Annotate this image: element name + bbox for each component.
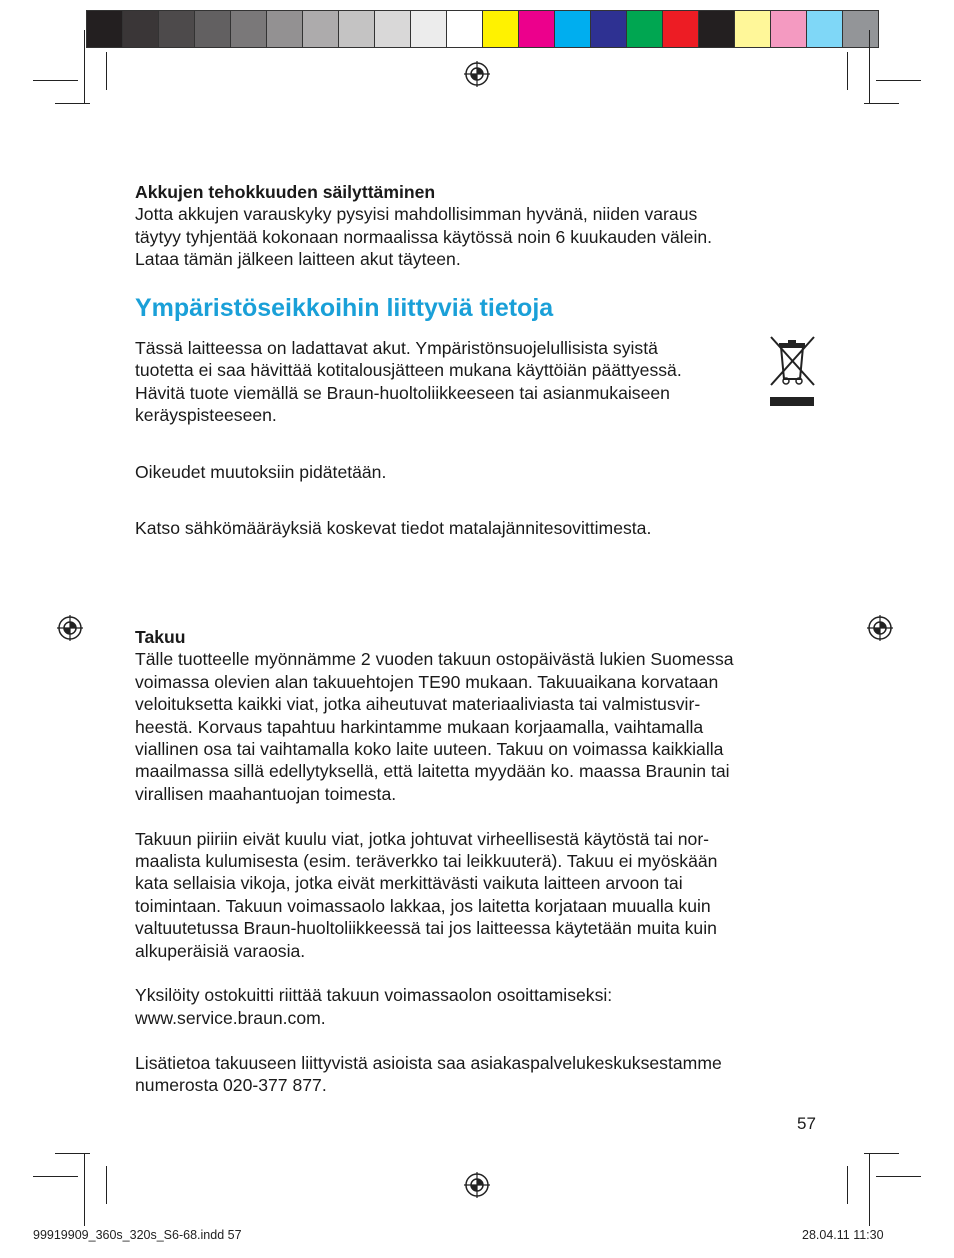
text-line: www.service.braun.com. [135, 1007, 326, 1028]
color-swatch [303, 11, 339, 47]
color-swatch [483, 11, 519, 47]
color-swatch [699, 11, 735, 47]
text-line: veloituksetta kaikki viat, jotka aiheutuvat materiaaliviasta tai valmistusvir- [135, 694, 701, 715]
text-line: maalista kulumisesta (esim. teräverkko tai leikkuuterä). Takuu ei myöskään [135, 851, 718, 872]
crop-mark [106, 52, 107, 90]
text-line: kata sellaisia vikoja, jotka eivät merkittävästi vaikuta laitteen arvoon tai [135, 873, 683, 894]
text-line: Tälle tuotteelle myönnämme 2 vuoden takuun ostopäivästä lukien Suomessa [135, 649, 734, 670]
color-swatch [807, 11, 843, 47]
color-swatch [591, 11, 627, 47]
section-heading: Akkujen tehokkuuden säilyttäminen [135, 182, 436, 202]
text-line: keräyspisteeseen. [135, 405, 277, 426]
text-line: Lataa tämän jälkeen laitteen akut täyteen. [135, 249, 461, 270]
color-swatch [843, 11, 878, 47]
warranty-section [135, 626, 825, 1096]
text-line: Takuun piiriin eivät kuulu viat, jotka johtuvat virheellisestä käytöstä tai nor- [135, 828, 710, 849]
crop-mark [876, 80, 921, 81]
registration-mark-icon [867, 615, 893, 641]
text-line: Yksilöity ostokuitti riittää takuun voimassaolon osoittamiseksi: [135, 985, 613, 1006]
registration-mark-icon [57, 615, 83, 641]
crop-mark [869, 1153, 870, 1226]
environment-heading: Ympäristöseikkoihin liittyviä tietoja [135, 294, 554, 322]
crop-mark [55, 103, 90, 104]
color-swatch [159, 11, 195, 47]
registration-mark-icon [464, 1172, 490, 1198]
footer-filename: 99919909_360s_320s_S6-68.indd 57 [33, 1228, 242, 1242]
color-swatch [123, 11, 159, 47]
text-line: tuotetta ei saa hävittää kotitalousjätteen mukana käyttöiän päättyessä. [135, 360, 682, 381]
color-swatch [411, 11, 447, 47]
text-line: numerosta 020-377 877. [135, 1075, 327, 1096]
color-swatch [771, 11, 807, 47]
color-swatch [735, 11, 771, 47]
crop-mark [847, 52, 848, 90]
text-line: Oikeudet muutoksiin pidätetään. [135, 462, 387, 482]
text-line: täytyy tyhjentää kokonaan normaalissa käytössä noin 6 kuukauden välein. [135, 226, 713, 247]
color-calibration-bar [482, 10, 879, 48]
color-swatch [267, 11, 303, 47]
electrical-notice [135, 517, 825, 539]
crop-mark [84, 1153, 85, 1226]
text-line: Katso sähkömääräyksiä koskevat tiedot matalajännitesovittimesta. [135, 518, 652, 538]
text-line: valtuutetussa Braun-huoltoliikkeessä tai jos laitteessa käytetään muita kuin [135, 918, 717, 939]
text-line: maailmassa sillä edellytyksellä, että laitetta myydään ko. maassa Braunin tai [135, 761, 730, 782]
color-swatch [519, 11, 555, 47]
text-line: Jotta akkujen varauskyky pysyisi mahdollisimman hyvänä, niiden varaus [135, 204, 698, 225]
environment-section [135, 337, 765, 427]
page-number: 57 [797, 1114, 816, 1133]
crop-mark [84, 30, 85, 103]
color-swatch [555, 11, 591, 47]
text-line: Lisätietoa takuuseen liittyvistä asioista saa asiakaspalvelukeskuksestamme [135, 1052, 722, 1073]
text-line: virallisen maahantuojan toimesta. [135, 783, 397, 804]
crop-mark [847, 1166, 848, 1204]
text-line: heestä. Korvaus tapahtuu harkintamme mukaan korjaamalla, vaihtamalla [135, 716, 704, 737]
text-line: voimassa olevien alan takuuehtojen TE90 mukaan. Takuuaikana korvataan [135, 671, 719, 692]
text-line: viallinen osa tai vaihtamalla koko laite uuteen. Takuu on voimassa kaikkialla [135, 739, 724, 760]
registration-mark-icon [464, 61, 490, 87]
text-line: Tässä laitteessa on ladattavat akut. Ympäristönsuojelullisista syistä [135, 338, 658, 358]
section-heading: Takuu [135, 627, 186, 647]
color-swatch [375, 11, 411, 47]
rights-notice [135, 461, 825, 483]
text-line: Hävitä tuote viemällä se Braun-huoltoliikkeeseen tai asianmukaiseen [135, 382, 670, 403]
gray-calibration-bar [86, 10, 483, 48]
color-swatch [339, 11, 375, 47]
crop-mark [869, 30, 870, 103]
color-swatch [627, 11, 663, 47]
color-swatch [663, 11, 699, 47]
text-line: toimintaan. Takuun voimassaolo lakkaa, jos laitetta korjataan muualla kuin [135, 895, 711, 916]
paragraph-gap [135, 1029, 825, 1051]
color-swatch [195, 11, 231, 47]
text-line: alkuperäisiä varaosia. [135, 940, 306, 961]
crop-mark [106, 1166, 107, 1204]
crop-mark [864, 103, 899, 104]
color-swatch [231, 11, 267, 47]
color-swatch [87, 11, 123, 47]
crop-mark [33, 1176, 78, 1177]
paragraph-gap [135, 805, 825, 827]
color-swatch [447, 11, 482, 47]
crop-mark [876, 1176, 921, 1177]
paragraph-gap [135, 962, 825, 984]
footer-timestamp: 28.04.11 11:30 [802, 1228, 884, 1242]
crop-mark [33, 80, 78, 81]
crossed-out-wheelie-bin-icon [768, 335, 816, 409]
battery-maintenance-section [135, 181, 825, 271]
